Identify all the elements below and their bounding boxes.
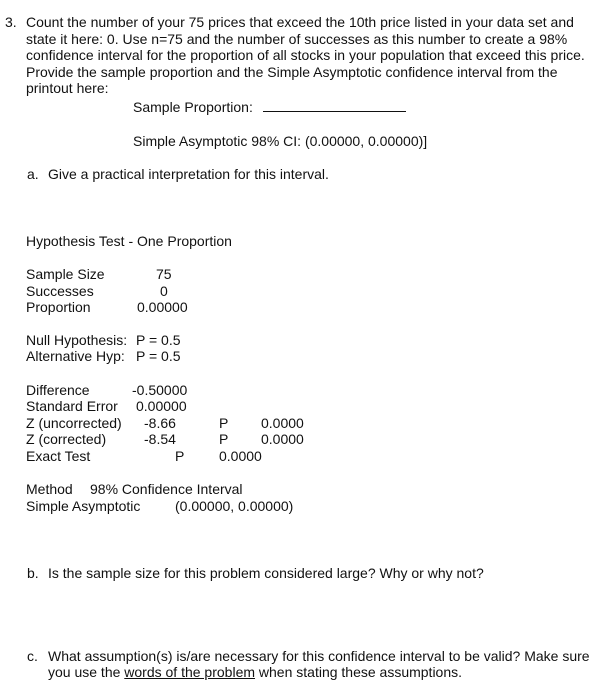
question-text <box>26 14 604 97</box>
alt-hyp-value: P = 0.5 <box>136 348 181 364</box>
alt-hyp-label: Alternative Hyp: <box>26 348 125 364</box>
part-c-line-2 <box>48 664 462 681</box>
printout-title: Hypothesis Test - One Proportion <box>26 233 232 249</box>
method-header-interval: 98% Confidence Interval <box>90 481 243 497</box>
z-corrected-value: -8.54 <box>144 431 176 447</box>
successes-label: Successes <box>26 283 94 299</box>
question-line-3: confidence interval for the proportion of all stocks in your population that exceed this price. <box>26 47 585 63</box>
exact-test-p-label: P <box>175 448 185 464</box>
null-hyp-label: Null Hypothesis: <box>26 332 128 348</box>
proportion-label: Proportion <box>26 299 91 315</box>
sample-size-label: Sample Size <box>26 266 105 282</box>
z-uncorrected-p-label: P <box>219 415 229 431</box>
method-row-interval: (0.00000, 0.00000) <box>175 498 294 514</box>
z-uncorrected-value: -8.66 <box>144 415 176 431</box>
proportion-value: 0.00000 <box>137 299 188 315</box>
sample-proportion-label: Sample Proportion: <box>133 99 253 115</box>
part-b-text: Is the sample size for this problem considered large? Why or why not? <box>48 565 484 581</box>
question-line-4: Provide the sample proportion and the Simple Asymptotic confidence interval from the <box>26 63 558 80</box>
question-number: 3. <box>5 14 17 30</box>
question-line-2: state it here: 0. Use n=75 and the number of successes as this number to create a 98% <box>26 30 568 47</box>
successes-value: 0 <box>160 283 168 299</box>
difference-label: Difference <box>26 382 90 398</box>
sample-size-value: 75 <box>156 266 172 282</box>
method-row-label: Simple Asymptotic <box>26 498 141 514</box>
z-corrected-p-value: 0.0000 <box>261 431 304 447</box>
exact-test-label: Exact Test <box>26 448 91 464</box>
ci-line: Simple Asymptotic 98% CI: (0.00000, 0.00000)] <box>133 133 428 149</box>
part-c-line-2-prefix: you use the <box>48 664 125 680</box>
std-error-label: Standard Error <box>26 398 118 414</box>
difference-value: -0.50000 <box>132 382 188 398</box>
part-c-letter: c. <box>27 648 38 664</box>
part-a-text: Give a practical interpretation for this interval. <box>48 166 329 182</box>
sample-proportion-blank[interactable] <box>263 99 406 112</box>
part-c-line-1: What assumption(s) is/are necessary for this confidence interval to be valid? Make sure <box>48 648 590 664</box>
part-c-underlined-phrase: words of the problem <box>124 664 256 680</box>
exact-test-p-value: 0.0000 <box>219 448 262 464</box>
std-error-value: 0.00000 <box>136 398 187 414</box>
part-a-letter: a. <box>27 166 39 182</box>
question-line-5: printout here: <box>26 80 109 96</box>
method-header-label: Method <box>26 481 73 497</box>
sample-proportion-row <box>133 99 406 116</box>
z-uncorrected-p-value: 0.0000 <box>261 415 304 431</box>
part-b-letter: b. <box>27 565 39 581</box>
z-corrected-p-label: P <box>219 431 229 447</box>
part-c-line-2-suffix: when stating these assumptions. <box>255 664 463 680</box>
question-line-1: Count the number of your 75 prices that exceed the 10th price listed in your data set and <box>26 14 574 30</box>
null-hyp-value: P = 0.5 <box>136 332 181 348</box>
z-corrected-label: Z (corrected) <box>26 431 107 447</box>
z-uncorrected-label: Z (uncorrected) <box>26 415 122 431</box>
